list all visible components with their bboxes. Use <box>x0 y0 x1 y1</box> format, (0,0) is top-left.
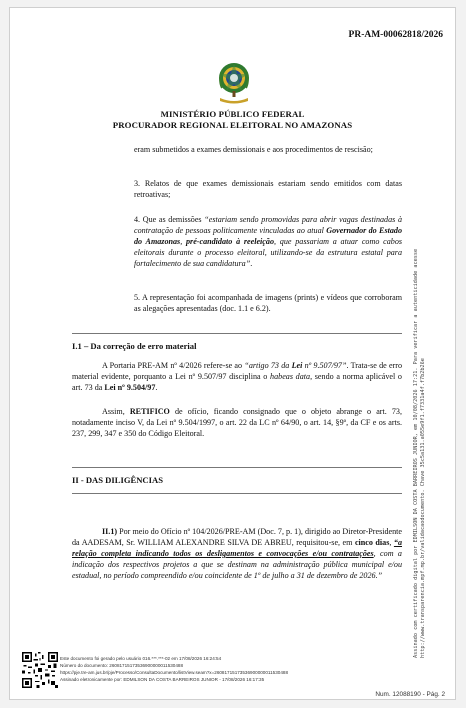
institution-name: MINISTÉRIO PÚBLICO FEDERAL <box>160 109 305 119</box>
office-name: PROCURADOR REGIONAL ELEITORAL NO AMAZONAS <box>112 120 353 130</box>
divider <box>72 493 402 494</box>
paragraph-rectification: Assim, RETIFICO de ofício, ficando consignado que o objeto abrange o art. 73, notadamente inciso V, da Lei nº 9.504/1997, o art. 22 da LC nº 64/90, o art. 14, §9º, da CF e os arts. 237, 299, 347 e 350 do Código Eleitoral. <box>72 407 402 438</box>
list-item-2: eram submetidos a exames demissionais e aos procedimentos de rescisão; <box>134 145 373 154</box>
document-page <box>9 7 456 700</box>
page-number: Num. 12088190 - Pág. 2 <box>375 691 445 698</box>
footer-document-number: Número do documento: 26081715173536900000011530488 <box>60 663 184 668</box>
verification-link[interactable]: http://www.transparencia.mpf.mp.br/validacaodocumento. Chave 35c5a131.a055e9f1.f7331a4f.f7b2b26e <box>420 358 426 658</box>
section-heading-error-correction: I.1 – Da correção de erro material <box>72 341 197 351</box>
list-item-4: 4. Que as demissões “estariam sendo promovidas para abrir vagas destinadas à contratação de pessoas politicamente vinculadas ao atual Governador do Estado do Amazonas, pré-candidato à reeleição, que passariam a atuar como cabos eleitorais durante o processo eleitoral, utilizando-se da estrutura estatal para fortalecimento de sua candidatura”. <box>134 215 403 268</box>
footer-generated-by: Este documento foi gerado pelo usuário 016.***.***-02 em 17/08/2026 16:24:54 <box>60 656 222 661</box>
section-heading-diligences: II - DAS DILIGÊNCIAS <box>72 475 163 485</box>
footer-consult-link[interactable]: https://pje.tre-am.jus.br/pje/Processo/ConsultaDocumento/listView.seam?x=26081715173536900000011530488 <box>60 670 289 675</box>
divider <box>72 333 402 334</box>
paragraph-error-correction: A Portaria PRE-AM nº 4/2026 refere-se ao “artigo 73 da Lei nº 9.507/97”. Trata-se de erro material evidente, porquanto a Lei nº 9.507/97 disciplina o habeas data, sendo a norma aplicável o art. 73 da Lei nº 9.504/97. <box>72 361 402 392</box>
digital-signature-note: Assinado com certificado digital por EDMILSON DA COSTA BARREIROS JUNIOR, em 10/08/2026 17:21. Para verificar a autenticidade acesse http://www.transparencia.mpf.mp.br/validacaodocumento. Chave 35c5a131.a055e9f1.f7331a4f.f7b2b26e <box>413 248 426 658</box>
list-item-3: 3. Relatos de que exames demissionais estariam sendo emitidos com datas retroativas; <box>134 179 402 199</box>
footer-signed-by: Assinado eletronicamente por: EDMILSON DA COSTA BARREIROS JUNIOR - 17/08/2026 16:17:35 <box>60 677 265 682</box>
coat-of-arms-icon <box>214 58 254 106</box>
qr-code-icon <box>22 652 58 688</box>
list-item-5: 5. A representação foi acompanhada de imagens (prints) e vídeos que corroboram as alegações apresentadas (doc. 1.1 e 6.2). <box>134 293 402 313</box>
divider <box>72 467 402 468</box>
document-number: PR-AM-00062818/2026 <box>348 30 443 40</box>
paragraph-diligence-1: II.1) Por meio do Ofício nº 104/2026/PRE-AM (Doc. 7, p. 1), dirigido ao Diretor-Presidente da AADESAM, Sr. WILLIAM ALEXANDRE SILVA DE ABREU, requisitou-se, em cinco dias, “a relação completa indicando todos os desligamentos e convocações e/ou contratações, com a indicação dos respectivos projetos a que se destinam na administração pública municipal e/ou estadual, no período compreendido e/ou coincidente de 1º de julho a 31 de dezembro de 2026.” <box>72 527 403 580</box>
